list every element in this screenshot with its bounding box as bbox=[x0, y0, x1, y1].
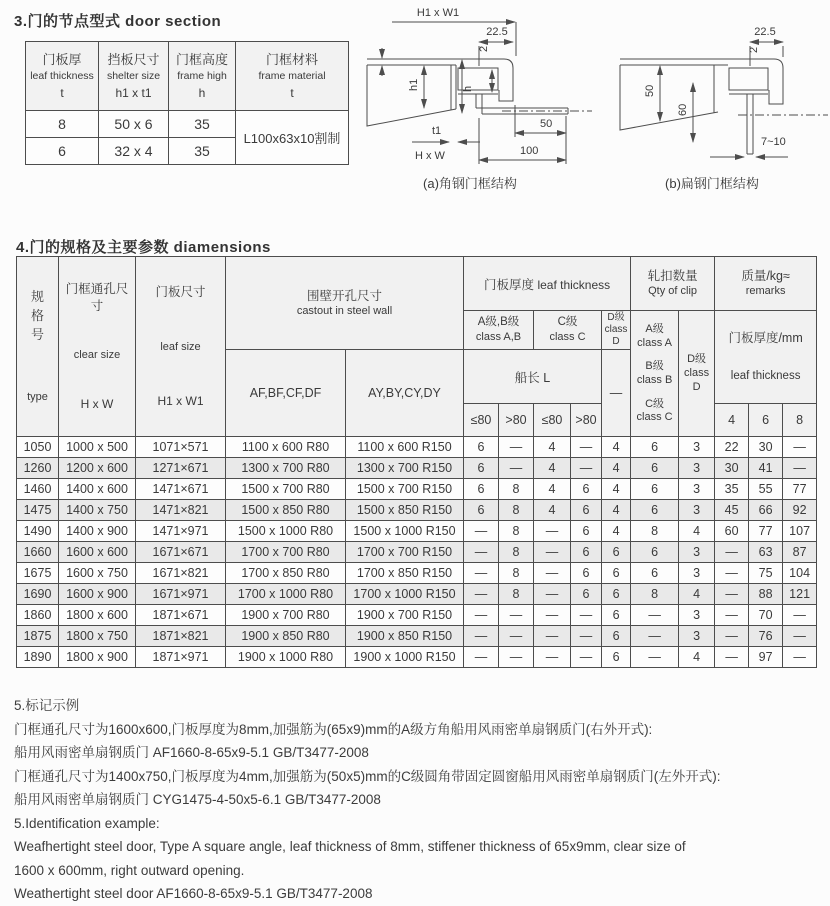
spec-cell: 6 bbox=[602, 605, 631, 626]
spec-cell: 45 bbox=[715, 500, 749, 521]
spec-cell: — bbox=[631, 626, 679, 647]
spec-cell: 1660 bbox=[17, 542, 59, 563]
spec-cell: 66 bbox=[749, 500, 783, 521]
spec-cell: — bbox=[783, 647, 817, 668]
spec-cell: 1700 x 700 R150 bbox=[346, 542, 464, 563]
spec-cell: 3 bbox=[679, 605, 715, 626]
header-leaf-thickness: 门板厚度 leaf thickness bbox=[464, 257, 631, 311]
spec-cell: 8 bbox=[499, 479, 534, 500]
spec-cell: 4 bbox=[534, 458, 571, 479]
spec-cell: 4 bbox=[534, 479, 571, 500]
spec-cell: 8 bbox=[631, 584, 679, 605]
spec-cell: 1671×971 bbox=[136, 584, 226, 605]
cell: 32 x 4 bbox=[99, 138, 169, 165]
spec-cell: 1475 bbox=[17, 500, 59, 521]
note-line: 船用风雨密单扇钢质门 CYG1475-4-50x5-6.1 GB/T3477-2008 bbox=[14, 792, 381, 807]
spec-cell: 6 bbox=[571, 584, 602, 605]
spec-cell: 1000 x 500 bbox=[59, 437, 136, 458]
spec-cell: — bbox=[534, 626, 571, 647]
spec-cell: — bbox=[715, 626, 749, 647]
header-clip-d: D级 class D bbox=[679, 311, 715, 437]
spec-cell: 87 bbox=[783, 542, 817, 563]
dim-label-hxw: H x W bbox=[415, 150, 445, 162]
spec-cell: 3 bbox=[679, 500, 715, 521]
spec-cell: — bbox=[783, 458, 817, 479]
header-gt80-c: >80 bbox=[571, 404, 602, 437]
door-table-row bbox=[26, 111, 349, 138]
spec-cell: 4 bbox=[534, 437, 571, 458]
spec-cell: — bbox=[464, 584, 499, 605]
spec-cell: 1700 x 700 R80 bbox=[226, 542, 346, 563]
spec-cell: 6 bbox=[464, 479, 499, 500]
dim-label-h: h bbox=[462, 85, 474, 92]
spec-header-row-1 bbox=[17, 257, 817, 311]
spec-cell: 8 bbox=[499, 542, 534, 563]
header-qty-of-clip: 轧扣数量 Qty of clip bbox=[631, 257, 715, 311]
header-w8: 8 bbox=[783, 404, 817, 437]
spec-cell: 1260 bbox=[17, 458, 59, 479]
spec-row bbox=[17, 605, 817, 626]
spec-cell: 1500 x 1000 R150 bbox=[346, 521, 464, 542]
spec-cell: 1860 bbox=[17, 605, 59, 626]
spec-cell: — bbox=[715, 542, 749, 563]
spec-cell: — bbox=[715, 647, 749, 668]
dim-label-h1: h1 bbox=[408, 78, 420, 91]
spec-cell: 1871×971 bbox=[136, 647, 226, 668]
notes bbox=[14, 694, 822, 906]
drawing-a-caption: (a)角钢门框结构 bbox=[423, 176, 517, 191]
spec-cell: 1700 x 1000 R150 bbox=[346, 584, 464, 605]
header-frame-material: 门框材料 frame material t bbox=[236, 42, 349, 111]
spec-cell: 1071×571 bbox=[136, 437, 226, 458]
header-clear-size: 门框通孔尺寸 clear size H x W bbox=[59, 257, 136, 437]
spec-cell: 6 bbox=[631, 542, 679, 563]
header-w4: 4 bbox=[715, 404, 749, 437]
spec-cell: 1600 x 600 bbox=[59, 542, 136, 563]
spec-row bbox=[17, 563, 817, 584]
note-line: 门框通孔尺寸为1400x750,门板厚度为4mm,加强筋为(50x5)mm的C级圆角带固定圆窗船用风雨密单扇钢质门(左外开式): bbox=[14, 768, 721, 784]
spec-cell: 1200 x 600 bbox=[59, 458, 136, 479]
spec-cell: 4 bbox=[602, 437, 631, 458]
spec-cell: 6 bbox=[631, 563, 679, 584]
spec-cell: 6 bbox=[631, 437, 679, 458]
header-castout-af: AF,BF,CF,DF bbox=[226, 350, 346, 437]
spec-cell: 121 bbox=[783, 584, 817, 605]
spec-cell: — bbox=[715, 605, 749, 626]
spec-cell: 1460 bbox=[17, 479, 59, 500]
note-line: 船用风雨密单扇钢质门 AF1660-8-65x9-5.1 GB/T3477-2008 bbox=[14, 745, 369, 760]
note-line: 1600 x 600mm, right outward opening. bbox=[14, 862, 245, 878]
spec-cell: 6 bbox=[571, 563, 602, 584]
header-leaf-thickness-mm: 门板厚度/mm leaf thickness bbox=[715, 311, 817, 404]
spec-cell: 1050 bbox=[17, 437, 59, 458]
spec-cell: 107 bbox=[783, 521, 817, 542]
spec-cell: 1100 x 600 R80 bbox=[226, 437, 346, 458]
spec-cell: — bbox=[783, 437, 817, 458]
spec-cell: 1900 x 850 R80 bbox=[226, 626, 346, 647]
spec-cell: 6 bbox=[631, 500, 679, 521]
spec-cell: — bbox=[464, 647, 499, 668]
spec-row bbox=[17, 437, 817, 458]
spec-cell: 4 bbox=[602, 521, 631, 542]
dim-label-22-5: 22.5 bbox=[486, 26, 508, 38]
header-class-c: C级 class C bbox=[534, 311, 602, 350]
spec-cell: 6 bbox=[464, 458, 499, 479]
spec-cell: 41 bbox=[749, 458, 783, 479]
spec-cell: 4 bbox=[602, 500, 631, 521]
spec-cell: 63 bbox=[749, 542, 783, 563]
spec-cell: — bbox=[571, 437, 602, 458]
spec-row bbox=[17, 584, 817, 605]
spec-cell: 75 bbox=[749, 563, 783, 584]
spec-cell: 1500 x 700 R150 bbox=[346, 479, 464, 500]
spec-cell: — bbox=[499, 605, 534, 626]
spec-cell: 1300 x 700 R80 bbox=[226, 458, 346, 479]
spec-cell: — bbox=[571, 647, 602, 668]
spec-cell: 77 bbox=[783, 479, 817, 500]
header-le80-c: ≤80 bbox=[534, 404, 571, 437]
spec-cell: 1900 x 1000 R150 bbox=[346, 647, 464, 668]
spec-cell: 1100 x 600 R150 bbox=[346, 437, 464, 458]
spec-cell: — bbox=[499, 458, 534, 479]
dim-label-2: 2 bbox=[478, 45, 490, 52]
spec-cell: 76 bbox=[749, 626, 783, 647]
spec-cell: 1490 bbox=[17, 521, 59, 542]
spec-cell: 1471×971 bbox=[136, 521, 226, 542]
note-line: 门框通孔尺寸为1600x600,门板厚度为8mm,加强筋为(65x9)mm的A级方角船用风雨密单扇钢质门(右外开式): bbox=[14, 721, 653, 737]
spec-cell: 1671×821 bbox=[136, 563, 226, 584]
spec-cell: — bbox=[715, 563, 749, 584]
drawing-b-caption: (b)扁钢门框结构 bbox=[665, 176, 759, 191]
spec-cell: — bbox=[464, 542, 499, 563]
spec-cell: 1900 x 700 R150 bbox=[346, 605, 464, 626]
header-leaf-thickness: 门板厚 leaf thickness t bbox=[26, 42, 99, 111]
spec-cell: 8 bbox=[499, 500, 534, 521]
spec-cell: 1600 x 750 bbox=[59, 563, 136, 584]
spec-cell: 6 bbox=[602, 647, 631, 668]
spec-cell: — bbox=[499, 647, 534, 668]
spec-cell: 6 bbox=[602, 584, 631, 605]
spec-cell: 22 bbox=[715, 437, 749, 458]
spec-cell: — bbox=[631, 647, 679, 668]
spec-cell: 30 bbox=[749, 437, 783, 458]
spec-cell: 3 bbox=[679, 437, 715, 458]
spec-cell: 6 bbox=[464, 437, 499, 458]
spec-cell: — bbox=[464, 626, 499, 647]
section4-title: 4.门的规格及主要参数 diamensions bbox=[16, 239, 271, 256]
dim-label-60: 60 bbox=[677, 103, 689, 116]
spec-cell: 1675 bbox=[17, 563, 59, 584]
spec-cell: — bbox=[464, 605, 499, 626]
dim-label-7-10: 7~10 bbox=[761, 136, 786, 148]
spec-row bbox=[17, 479, 817, 500]
spec-cell: 77 bbox=[749, 521, 783, 542]
header-clip-abc: A级 class A B级 class B C级 class C bbox=[631, 311, 679, 437]
spec-cell: 1471×671 bbox=[136, 479, 226, 500]
spec-cell: 1600 x 900 bbox=[59, 584, 136, 605]
note-line: 5.Identification example: bbox=[14, 815, 160, 831]
spec-cell: 1900 x 700 R80 bbox=[226, 605, 346, 626]
spec-cell: 1271×671 bbox=[136, 458, 226, 479]
spec-cell: 70 bbox=[749, 605, 783, 626]
spec-cell: 30 bbox=[715, 458, 749, 479]
door-section-table bbox=[25, 41, 349, 165]
header-ship-length: 船长 L bbox=[464, 350, 602, 404]
spec-cell: 1400 x 900 bbox=[59, 521, 136, 542]
dim-label-50: 50 bbox=[644, 84, 656, 97]
spec-cell: 104 bbox=[783, 563, 817, 584]
spec-cell: 1871×671 bbox=[136, 605, 226, 626]
dim-label-h1xw1: H1 x W1 bbox=[416, 7, 460, 19]
spec-cell: — bbox=[499, 626, 534, 647]
spec-cell: 1700 x 850 R150 bbox=[346, 563, 464, 584]
spec-cell: 1471×821 bbox=[136, 500, 226, 521]
dim-label-22-5: 22.5 bbox=[754, 26, 776, 38]
header-gt80: >80 bbox=[499, 404, 534, 437]
spec-cell: 1500 x 1000 R80 bbox=[226, 521, 346, 542]
spec-cell: 1671×671 bbox=[136, 542, 226, 563]
header-class-d-dash: — bbox=[602, 350, 631, 437]
spec-cell: 1700 x 1000 R80 bbox=[226, 584, 346, 605]
section3-title: 3.门的节点型式 door section bbox=[14, 13, 222, 30]
spec-cell: 3 bbox=[679, 542, 715, 563]
spec-cell: 4 bbox=[679, 521, 715, 542]
spec-cell: 3 bbox=[679, 479, 715, 500]
spec-cell: 6 bbox=[571, 500, 602, 521]
spec-cell: 1500 x 850 R80 bbox=[226, 500, 346, 521]
door-table-header-row bbox=[26, 42, 349, 111]
spec-row bbox=[17, 521, 817, 542]
spec-cell: 1500 x 700 R80 bbox=[226, 479, 346, 500]
header-leaf-size: 门板尺寸 leaf size H1 x W1 bbox=[136, 257, 226, 437]
header-le80: ≤80 bbox=[464, 404, 499, 437]
spec-cell: 1690 bbox=[17, 584, 59, 605]
spec-cell: 3 bbox=[679, 626, 715, 647]
header-w6: 6 bbox=[749, 404, 783, 437]
spec-cell: 1900 x 850 R150 bbox=[346, 626, 464, 647]
spec-cell: 8 bbox=[499, 584, 534, 605]
spec-cell: 97 bbox=[749, 647, 783, 668]
cell: 8 bbox=[26, 111, 99, 138]
cell: 6 bbox=[26, 138, 99, 165]
note-line: Weathertight steel door AF1660-8-65x9-5.1 GB/T3477-2008 bbox=[14, 886, 373, 901]
spec-cell: 4 bbox=[602, 458, 631, 479]
spec-cell: 1900 x 1000 R80 bbox=[226, 647, 346, 668]
spec-cell: — bbox=[571, 605, 602, 626]
cell: 35 bbox=[169, 111, 236, 138]
spec-cell: 6 bbox=[571, 542, 602, 563]
dim-label-t1: t1 bbox=[432, 125, 442, 137]
spec-cell: 1875 bbox=[17, 626, 59, 647]
header-class-d: D级 class D bbox=[602, 311, 631, 350]
spec-cell: — bbox=[464, 521, 499, 542]
spec-cell: — bbox=[631, 605, 679, 626]
spec-cell: 35 bbox=[715, 479, 749, 500]
spec-cell: — bbox=[534, 521, 571, 542]
cell: 50 x 6 bbox=[99, 111, 169, 138]
spec-cell: 1300 x 700 R150 bbox=[346, 458, 464, 479]
spec-cell: 1800 x 900 bbox=[59, 647, 136, 668]
spec-cell: — bbox=[534, 647, 571, 668]
spec-cell: — bbox=[715, 584, 749, 605]
dim-label-2: 2 bbox=[748, 46, 760, 53]
spec-cell: 6 bbox=[571, 521, 602, 542]
spec-cell: 60 bbox=[715, 521, 749, 542]
spec-cell: 88 bbox=[749, 584, 783, 605]
spec-cell: — bbox=[571, 626, 602, 647]
spec-row bbox=[17, 500, 817, 521]
spec-row bbox=[17, 626, 817, 647]
spec-cell: 8 bbox=[499, 521, 534, 542]
spec-cell: 1890 bbox=[17, 647, 59, 668]
spec-row bbox=[17, 647, 817, 668]
note-line: 5.标记示例 bbox=[14, 698, 80, 713]
header-mass-remarks: 质量/kg≈ remarks bbox=[715, 257, 817, 311]
spec-cell: 8 bbox=[499, 563, 534, 584]
drawing-b-flat-steel-frame bbox=[598, 2, 830, 200]
spec-cell: 4 bbox=[679, 647, 715, 668]
spec-cell: 1800 x 750 bbox=[59, 626, 136, 647]
spec-cell: 3 bbox=[679, 458, 715, 479]
spec-cell: 1500 x 850 R150 bbox=[346, 500, 464, 521]
spec-cell: 6 bbox=[631, 479, 679, 500]
spec-cell: 1700 x 850 R80 bbox=[226, 563, 346, 584]
spec-cell: — bbox=[534, 542, 571, 563]
spec-cell: 55 bbox=[749, 479, 783, 500]
spec-cell: — bbox=[464, 563, 499, 584]
spec-cell: 3 bbox=[679, 563, 715, 584]
spec-cell: — bbox=[534, 584, 571, 605]
spec-cell: — bbox=[783, 605, 817, 626]
spec-table-body bbox=[17, 437, 817, 668]
spec-cell: 8 bbox=[631, 521, 679, 542]
spec-cell: — bbox=[571, 458, 602, 479]
spec-cell: — bbox=[534, 563, 571, 584]
header-castout: 围壁开孔尺寸 castout in steel wall bbox=[226, 257, 464, 350]
spec-cell: 4 bbox=[534, 500, 571, 521]
spec-cell: 1400 x 750 bbox=[59, 500, 136, 521]
spec-table bbox=[16, 256, 817, 668]
spec-cell: 1871×821 bbox=[136, 626, 226, 647]
header-frame-high: 门框高度 frame high h bbox=[169, 42, 236, 111]
spec-cell: 4 bbox=[602, 479, 631, 500]
spec-row bbox=[17, 458, 817, 479]
spec-cell: 4 bbox=[679, 584, 715, 605]
spec-cell: 6 bbox=[571, 479, 602, 500]
cell-frame-material: L100x63x10割制 bbox=[236, 111, 349, 165]
spec-cell: — bbox=[534, 605, 571, 626]
spec-row bbox=[17, 542, 817, 563]
spec-cell: 6 bbox=[602, 542, 631, 563]
dim-label-50: 50 bbox=[540, 118, 553, 130]
spec-cell: 1400 x 600 bbox=[59, 479, 136, 500]
spec-cell: 92 bbox=[783, 500, 817, 521]
spec-cell: 1800 x 600 bbox=[59, 605, 136, 626]
dim-label-100: 100 bbox=[520, 145, 539, 157]
spec-cell: — bbox=[783, 626, 817, 647]
note-line: Weafhertight steel door, Type A square angle, leaf thickness of 8mm, stiffener thickness of 65x9mm, clear size of bbox=[14, 839, 686, 854]
spec-cell: 6 bbox=[464, 500, 499, 521]
cell: 35 bbox=[169, 138, 236, 165]
header-shelter-size: 挡板尺寸 shelter size h1 x t1 bbox=[99, 42, 169, 111]
spec-cell: 6 bbox=[602, 626, 631, 647]
drawing-a-angle-steel-frame bbox=[352, 2, 602, 200]
header-class-ab: A级,B级 class A,B bbox=[464, 311, 534, 350]
spec-cell: 6 bbox=[631, 458, 679, 479]
header-castout-ay: AY,BY,CY,DY bbox=[346, 350, 464, 437]
spec-cell: 6 bbox=[602, 563, 631, 584]
header-type: 规格号 type bbox=[17, 257, 59, 437]
spec-cell: — bbox=[499, 437, 534, 458]
